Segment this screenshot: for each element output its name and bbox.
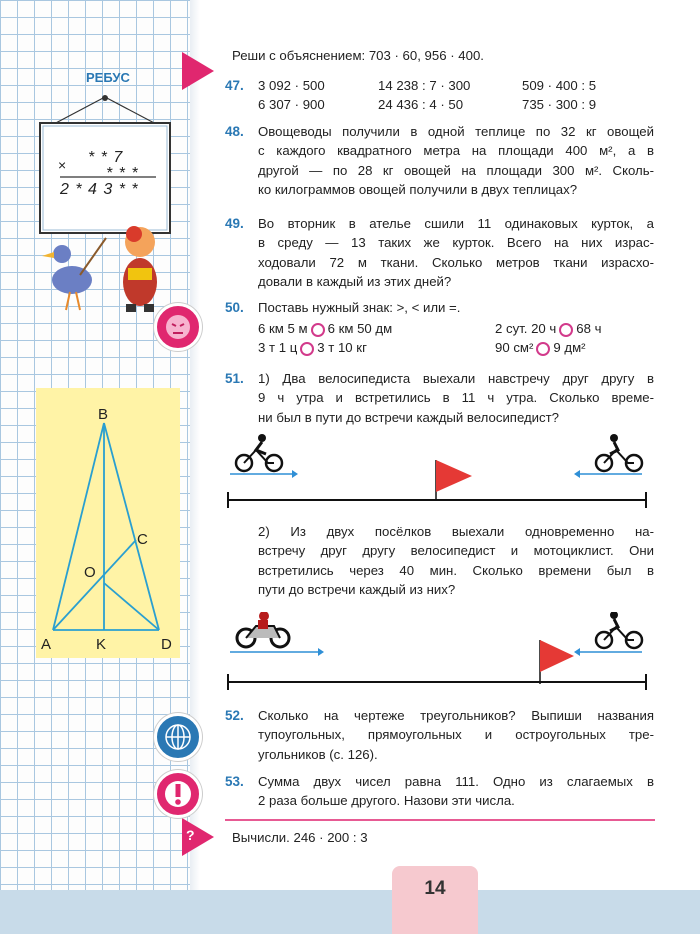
bird-illustration [40, 230, 110, 315]
label-b: B [98, 406, 109, 423]
page-bottom-margin [0, 890, 700, 934]
rebus-times: × [58, 157, 67, 173]
label-a: A [41, 636, 52, 653]
bicycle-icon [596, 612, 642, 648]
task-51-part1: 1) Два велосипедиста выехали навстречу друг другу в 9 ч утра и встретились в 11 ч утра. Сколько време- ни был в пути до встречи каждый велосипедист? [258, 371, 654, 425]
compare-circle[interactable] [536, 342, 550, 356]
compare-row: 3 т 1 ц 3 т 10 кг [258, 340, 367, 355]
bicycle-icon [236, 434, 282, 471]
page-number: 14 [424, 878, 446, 899]
rebus-board [30, 95, 180, 240]
task-47-expr: 735 · 300 : 9 [522, 97, 597, 112]
rebus-row-3: 2 * 4 3 * * [60, 181, 139, 198]
task-47-expr: 24 436 : 4 · 50 [378, 97, 464, 112]
question-mark: ? [186, 827, 195, 843]
diagram-cyclists [222, 430, 652, 515]
section-marker [182, 52, 214, 90]
rebus-row-2: * * * [106, 165, 139, 182]
task-47-expr: 6 307 · 900 [258, 97, 325, 112]
motorcycle-icon [237, 612, 289, 647]
compare-circle[interactable] [311, 323, 325, 337]
label-c: C [137, 531, 148, 548]
task-51-number: 51. [225, 371, 244, 386]
compare-circle[interactable] [559, 323, 573, 337]
mood-icon [154, 303, 202, 351]
compare-circle[interactable] [300, 342, 314, 356]
task-53-text: Сумма двух чисел равна 111. Одно из слагаемых в 2 раза больше другого. Назови эти числа. [258, 774, 654, 809]
intro-text: Реши с объяснением: 703 · 60, 956 · 400. [232, 48, 484, 63]
task-47-expr: 14 238 : 7 · 300 [378, 78, 471, 93]
exclamation-icon [154, 770, 202, 818]
compare-row: 2 сут. 20 ч 68 ч [495, 321, 602, 336]
bicycle-icon [596, 434, 642, 471]
task-48-text: Овощеводы получили в одной теплице по 32 кг овощей с каждого квадратного метра на площади 400 м², а в другой — по 28 кг овощей на площади 300 м². Сколь- ко килограммов овощей получили в двух теплицах? [258, 124, 654, 198]
task-52-number: 52. [225, 708, 244, 723]
task-49-number: 49. [225, 216, 244, 231]
task-47-expr: 3 092 · 500 [258, 78, 325, 93]
task-47-number: 47. [225, 78, 244, 93]
label-d: D [161, 636, 172, 653]
compare-row: 90 см² 9 дм² [495, 340, 586, 355]
task-51-part2: 2) Из двух посёлков выехали одновременно на- встречу друг другу велосипедист и мотоциклист. Они встретились через 40 мин. Сколько времени был в пути до встречи каждый из них? [258, 524, 654, 598]
clown-illustration [110, 220, 170, 315]
compare-row: 6 км 5 м 6 км 50 дм [258, 321, 393, 336]
rebus-row-1: * * 7 [88, 149, 124, 166]
diagram-cyclist-motorcyclist [222, 612, 652, 697]
task-52-text: Сколько на чертеже треугольников? Выпиши названия тупоугольных, прямоугольных и остроугольных тре- угольников (с. 126). [258, 708, 654, 762]
task-48-number: 48. [225, 124, 244, 139]
divider-line [225, 819, 655, 821]
label-o: O [84, 564, 96, 581]
task-49-text: Во вторник в ателье сшили 11 одинаковых курток, а в среду — 13 таких же курток. Всего на них израс- ходовали 72 м ткани. Сколько метров ткани израсхо- довали в каждый из этих дней? [258, 216, 654, 290]
geometry-figure [36, 388, 180, 658]
task-50-title: Поставь нужный знак: >, < или =. [258, 300, 461, 315]
rebus-title: РЕБУС [86, 70, 130, 85]
page-number-tab [392, 866, 478, 934]
label-k: K [96, 636, 107, 653]
globe-icon [154, 713, 202, 761]
task-53-number: 53. [225, 774, 244, 789]
compute-text: Вычисли. 246 · 200 : 3 [232, 830, 368, 845]
task-50-number: 50. [225, 300, 244, 315]
task-47-expr: 509 · 400 : 5 [522, 78, 597, 93]
